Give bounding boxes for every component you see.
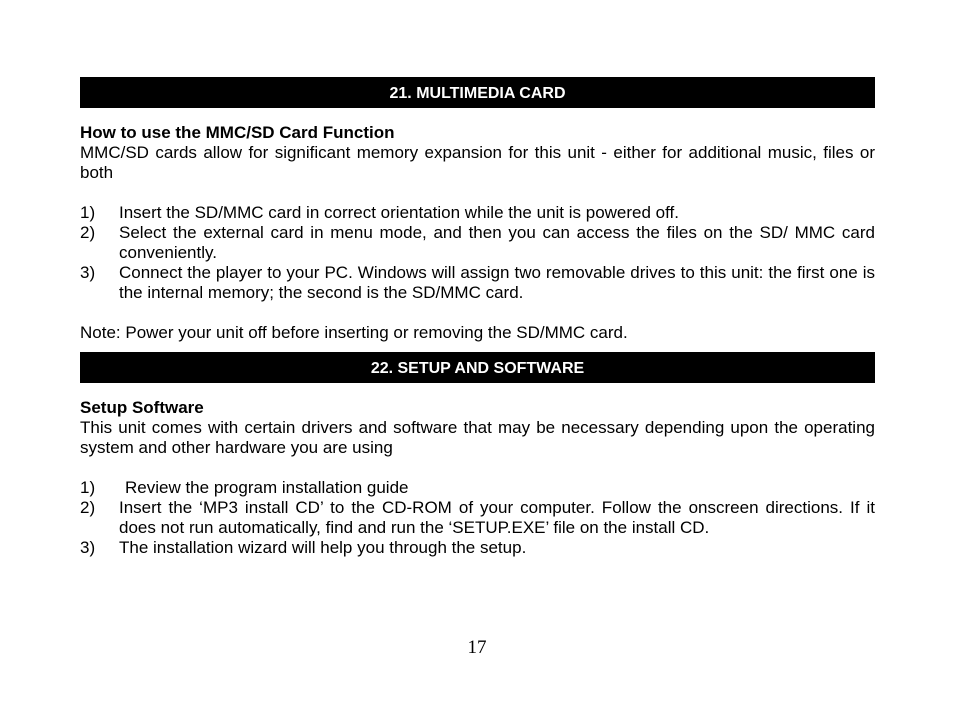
steps-list [80, 203, 875, 303]
step-text: Connect the player to your PC. Windows will assign two removable drives to this unit: the first one is the internal memory; the second is the SD/MMC card. [119, 263, 875, 302]
intro-paragraph: This unit comes with certain drivers and software that may be necessary depending upon the operating system and other hardware you are using [80, 418, 875, 457]
step-text: Insert the ‘MP3 install CD’ to the CD-ROM of your computer. Follow the onscreen directions. If it does not run automatically, find and run the ‘SETUP.EXE’ file on the install CD. [119, 498, 875, 537]
intro-paragraph: MMC/SD cards allow for significant memory expansion for this unit - either for additional music, files or both [80, 143, 875, 182]
step-text: Select the external card in menu mode, and then you can access the files on the SD/ MMC card conveniently. [119, 223, 875, 262]
list-item [80, 538, 875, 558]
step-number: 3) [80, 263, 96, 282]
section-header-setup-software [80, 352, 875, 383]
section-body-multimedia-card [80, 123, 875, 343]
section-title: 22. SETUP AND SOFTWARE [370, 360, 585, 377]
step-number: 2) [80, 498, 96, 517]
list-item [80, 498, 875, 538]
step-text: The installation wizard will help you through the setup. [119, 538, 527, 557]
steps-list [80, 478, 875, 558]
manual-page [80, 77, 875, 558]
sub-heading: Setup Software [80, 398, 204, 417]
section-title: 21. MULTIMEDIA CARD [389, 85, 566, 102]
list-item [80, 478, 875, 498]
step-number: 1) [80, 478, 96, 497]
list-item [80, 203, 875, 223]
step-number: 3) [80, 538, 96, 557]
step-number: 1) [80, 203, 96, 222]
page-number: 17 [467, 637, 487, 658]
section-body-setup-software [80, 398, 875, 558]
list-item [80, 263, 875, 303]
list-item [80, 223, 875, 263]
note-paragraph: Note: Power your unit off before inserting or removing the SD/MMC card. [80, 323, 628, 342]
step-text: Insert the SD/MMC card in correct orientation while the unit is powered off. [119, 203, 679, 222]
step-number: 2) [80, 223, 96, 242]
step-text: Review the program installation guide [125, 478, 409, 497]
sub-heading: How to use the MMC/SD Card Function [80, 123, 395, 142]
section-header-multimedia-card [80, 77, 875, 108]
